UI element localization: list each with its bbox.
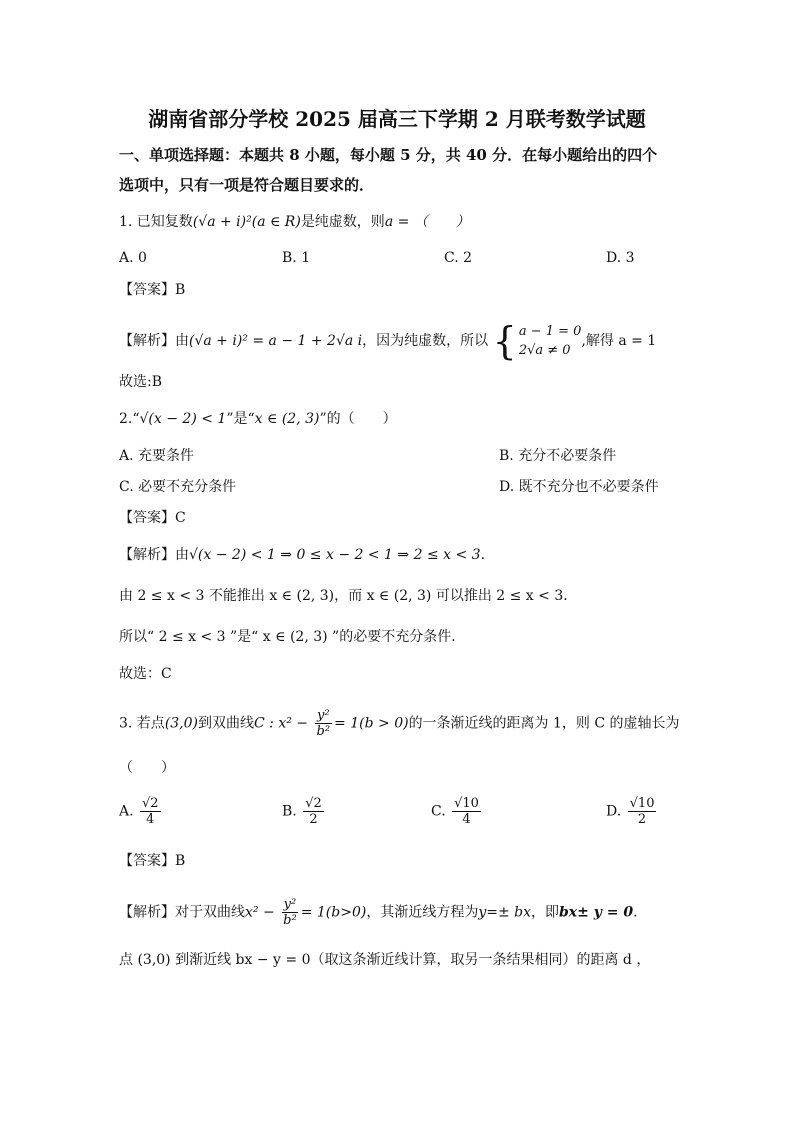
q2-analysis-line-3: 所以“ 2 ≤ x < 3 ”是“ x ∈ (2, 3) ”的必要不充分条件． (119, 629, 466, 645)
q1-ask: a = （ ） (384, 214, 470, 230)
q1-option-b: B. 1 (282, 250, 311, 266)
q2-option-c: C. 必要不充分条件 (119, 479, 237, 495)
q1-option-c: C. 2 (444, 250, 473, 266)
q3-analysis-line-2: 点 (3,0) 到渐近线 bx − y = 0（取这条渐近线计算，取另一条结果相同）的距离 d ， (119, 952, 651, 968)
q3-option-b: B. $\frac{√2}{2}$ (282, 796, 322, 827)
q1-option-d: D. 3 (606, 250, 635, 266)
q2-conclusion: 故选：C (119, 666, 172, 682)
q1-option-a: A. 0 (119, 250, 147, 266)
q3-analysis-line-1: 【解析】对于双曲线x² − $\frac{\text{y²}}{\text{b²}}$ = 1(b>0)，其渐近线方程为y=± bx，即bx± y = 0. (119, 897, 638, 928)
section-heading-line-1: 一、单项选择题：本题共 8 小题，每小题 5 分，共 40 分．在每小题给出的四个 (119, 146, 658, 164)
q2-answer: 【答案】C (119, 510, 186, 526)
q1-answer: 【答案】B (119, 282, 186, 298)
question-2-stem: 2.“√(x − 2) < 1”是“x ∈ (2, 3)”的（ ） (119, 411, 397, 427)
q1-analysis: 【解析】由(√a + i)² = a − 1 + 2√a i，因为纯虚数，所以 { a − 1 = 0 2√a ≠ 0 ,解得 a = 1 (119, 319, 657, 363)
q1-equation-system: { a − 1 = 0 2√a ≠ 0 (492, 319, 582, 363)
brace-symbol: { (492, 319, 517, 363)
q3-option-a: A. $\frac{√2}{4}$ (119, 796, 159, 827)
q3-option-d: D. $\frac{√10}{2}$ (606, 796, 655, 827)
q2-analysis-line-2: 由 2 ≤ x < 3 不能推出 x ∈ (2, 3)，而 x ∈ (2, 3) 可以推出 2 ≤ x < 3． (119, 588, 578, 604)
page-title: 湖南省部分学校 2025 届高三下学期 2 月联考数学试题 (148, 107, 646, 131)
q3-blank: （ ） (119, 760, 175, 776)
q2-option-a: A. 充要条件 (119, 448, 195, 464)
q2-option-b: B. 充分不必要条件 (499, 448, 617, 464)
q1-conclusion: 故选:B (119, 374, 163, 390)
question-3-stem: 3. 若点(3,0)到双曲线C : x² − $\frac{\text{y²}}{\text{b²}}$ = 1(b > 0)的一条渐近线的距离为 1，则 C 的虚轴长为 (119, 708, 680, 739)
section-heading-line-2: 选项中，只有一项是符合题目要求的． (119, 176, 375, 194)
q1-condition: (a ∈ R) (251, 214, 301, 230)
q3-answer: 【答案】B (119, 853, 186, 869)
question-1-stem: 1. 已知复数(√a + i)²(a ∈ R)是纯虚数，则a = （ ） (119, 214, 470, 230)
q2-option-d: D. 既不充分也不必要条件 (499, 479, 659, 495)
q3-fraction: $\frac{\text{y²}}{\text{b²}}$ (316, 708, 331, 739)
q2-analysis-line-1: 【解析】由√(x − 2) < 1 ⇒ 0 ≤ x − 2 < 1 ⇒ 2 ≤ x < 3. (119, 547, 486, 563)
q3-option-c: C. $\frac{√10}{4}$ (431, 796, 479, 827)
q1-expression: (√a + i)² (192, 214, 252, 230)
